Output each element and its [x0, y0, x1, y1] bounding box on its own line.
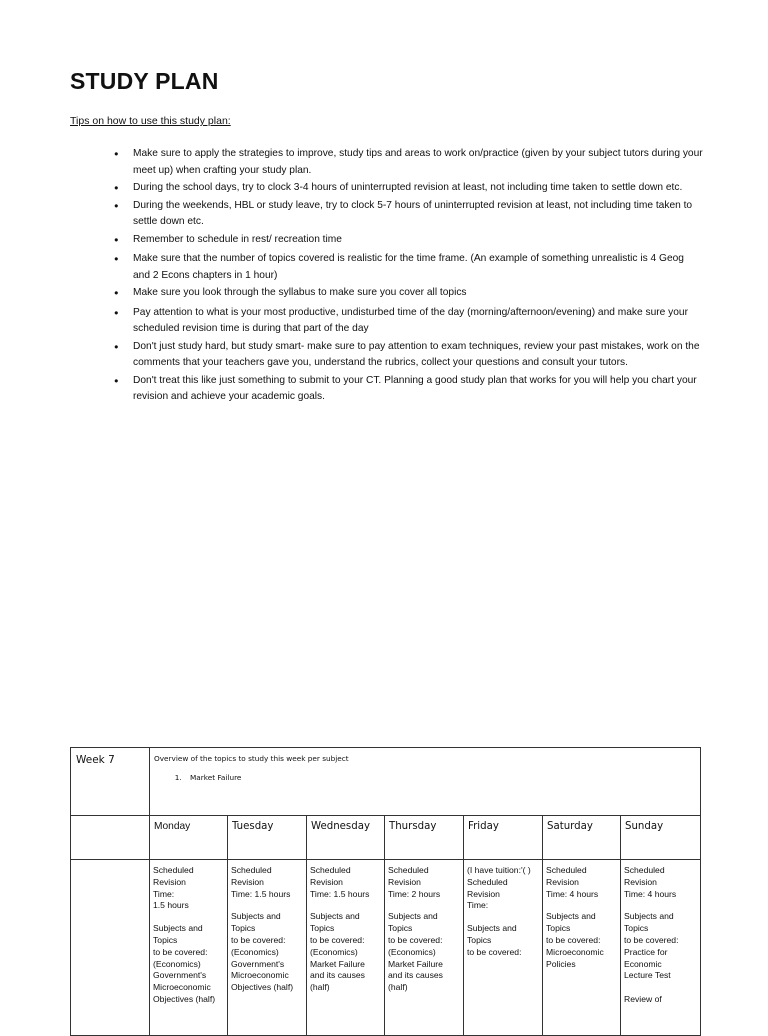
- schedule-cell-friday: [464, 860, 543, 1036]
- schedule-cell-saturday: [543, 860, 621, 1036]
- tip-item: ● Don't treat this like just something to submit to your CT. Planning a good study plan that works for you will help you chart your revision and achieve your academic goals.: [133, 373, 703, 406]
- tip-item: ● During the school days, try to clock 3-4 hours of uninterrupted revision at least, not including time taken to settle down etc.: [133, 180, 703, 197]
- table-row: [71, 816, 701, 860]
- revision-time: Scheduled Revision Time: 2 hours: [388, 865, 441, 899]
- day-header-monday: Monday: [150, 816, 228, 860]
- tip-item: ● Make sure to apply the strategies to improve, study tips and areas to work on/practice (given by your subject tutors during your meet up) when crafting your study plan.: [133, 146, 703, 179]
- empty-cell: [71, 860, 150, 1036]
- overview-cell: [150, 748, 701, 816]
- page-title: STUDY PLAN: [70, 68, 219, 94]
- tip-item: ● Remember to schedule in rest/ recreation time: [133, 232, 703, 249]
- day-header-saturday: Saturday: [543, 816, 621, 860]
- overview-list: [154, 773, 700, 782]
- day-header-wednesday: Wednesday: [307, 816, 385, 860]
- tips-list: [133, 146, 703, 407]
- table-row: [71, 860, 701, 1036]
- topics-covered: Subjects and Topics to be covered: Practice for Economic Lecture Test Review of: [624, 911, 679, 1004]
- schedule-cell-tuesday: [228, 860, 307, 1036]
- day-header-thursday: Thursday: [385, 816, 464, 860]
- tips-heading: Tips on how to use this study plan:: [70, 115, 231, 127]
- revision-time: Scheduled Revision Time: 1.5 hours: [310, 865, 370, 899]
- topics-covered: Subjects and Topics to be covered: (Economics) Market Failure and its causes (half): [388, 911, 443, 993]
- overview-item: 1. Market Failure: [184, 773, 700, 782]
- topics-covered: Subjects and Topics to be covered:: [467, 923, 522, 957]
- day-header-sunday: Sunday: [621, 816, 701, 860]
- overview-heading: Overview of the topics to study this week per subject: [154, 754, 349, 763]
- revision-time: Scheduled Revision Time: 4 hours: [546, 865, 599, 899]
- tip-item: ● Make sure you look through the syllabus to make sure you cover all topics: [133, 285, 703, 302]
- revision-time: Scheduled Revision Time: 1.5 hours: [153, 865, 194, 911]
- week-label: Week 7: [71, 748, 150, 816]
- tip-item: ● During the weekends, HBL or study leave, try to clock 5-7 hours of uninterrupted revision at least, not including time taken to settle down etc.: [133, 198, 703, 231]
- topics-covered: Subjects and Topics to be covered: Microeconomic Policies: [546, 911, 604, 969]
- schedule-cell-wednesday: [307, 860, 385, 1036]
- revision-time: Scheduled Revision Time: 1.5 hours: [231, 865, 291, 899]
- revision-time: (I have tuition:'( ) Scheduled Revision Time:: [467, 865, 531, 911]
- study-plan-table: [70, 747, 701, 1036]
- day-header-friday: Friday: [464, 816, 543, 860]
- schedule-cell-sunday: [621, 860, 701, 1036]
- tip-item: ● Make sure that the number of topics covered is realistic for the time frame. (An example of something unrealistic is 4 Geog and 2 Econs chapters in 1 hour): [133, 251, 703, 284]
- schedule-cell-thursday: [385, 860, 464, 1036]
- tip-item: ● Don't just study hard, but study smart- make sure to pay attention to exam techniques, review your past mistakes, work on the comments that your teachers gave you, understand the rubrics, collect your questions and consult your tutors.: [133, 339, 703, 372]
- topics-covered: Subjects and Topics to be covered: (Economics) Government's Microeconomic Objectives (half): [231, 911, 294, 993]
- table-row: [71, 748, 701, 816]
- empty-cell: [71, 816, 150, 860]
- tip-item: ● Pay attention to what is your most productive, undisturbed time of the day (morning/afternoon/evening) and make sure your scheduled revision time is during that part of the day: [133, 305, 703, 338]
- schedule-cell-monday: [150, 860, 228, 1036]
- topics-covered: Subjects and Topics to be covered: (Economics) Market Failure and its causes (half): [310, 911, 365, 993]
- revision-time: Scheduled Revision Time: 4 hours: [624, 865, 677, 899]
- topics-covered: Subjects and Topics to be covered: (Economics) Government's Microeconomic Objectives (half): [153, 923, 216, 1004]
- day-header-tuesday: Tuesday: [228, 816, 307, 860]
